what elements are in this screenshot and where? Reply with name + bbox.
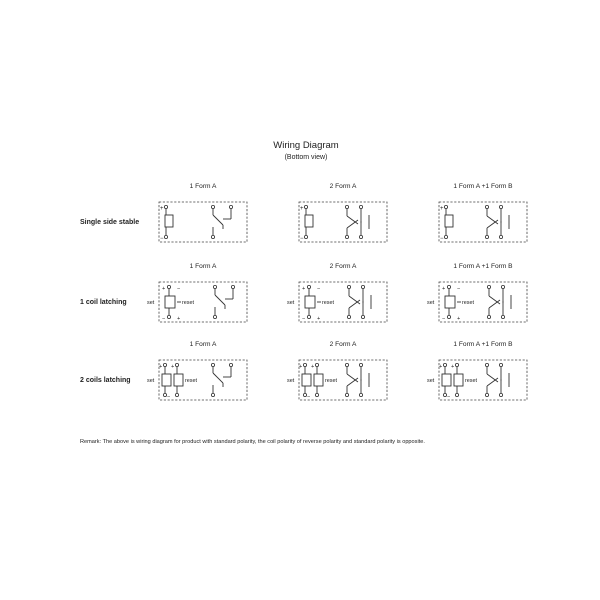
contact-blade [487, 216, 498, 224]
polarity-label: − [442, 316, 446, 322]
polarity-label: − [162, 316, 166, 322]
set-coil [442, 374, 451, 386]
contact-blade [347, 220, 358, 228]
wiring-cell [287, 341, 387, 400]
contact-blade [347, 378, 358, 386]
set-label: set [427, 378, 435, 384]
wiring-cell [427, 341, 527, 400]
terminal-pin [359, 235, 362, 238]
terminal-pin [455, 393, 458, 396]
terminal-pin [231, 285, 234, 288]
terminal-pin [487, 285, 490, 288]
terminal-pin [499, 235, 502, 238]
contact-blade [487, 374, 498, 382]
coil [445, 296, 455, 308]
contact-blade [349, 300, 360, 308]
polarity-label: − [302, 316, 306, 322]
wiring-cell [299, 183, 387, 242]
terminal-pin [167, 285, 170, 288]
terminal-pin [307, 285, 310, 288]
terminal-pin [304, 235, 307, 238]
coil [165, 296, 175, 308]
terminal-pin [345, 235, 348, 238]
set-label: set [287, 378, 295, 384]
contact-blade [349, 296, 360, 304]
polarity-label: + [442, 286, 446, 292]
wiring-cell [427, 263, 527, 322]
contact-blade [487, 378, 498, 386]
polarity-label: − [167, 394, 171, 400]
terminal-pin [347, 315, 350, 318]
coil [445, 215, 453, 227]
terminal-pin [359, 363, 362, 366]
diagram-row-0 [80, 183, 527, 242]
terminal-pin [447, 285, 450, 288]
wiring-cell [287, 263, 387, 322]
column-header: 1 Form A +1 Form B [453, 341, 513, 348]
polarity-label: + [302, 286, 306, 292]
reset-coil [314, 374, 323, 386]
terminal-pin [499, 393, 502, 396]
polarity-label: + [451, 364, 455, 370]
polarity-plus: + [300, 206, 304, 212]
polarity-label: + [299, 364, 303, 370]
diagram-grid [80, 183, 527, 400]
terminal-pin [315, 363, 318, 366]
terminal-pin [455, 363, 458, 366]
terminal-pin [485, 393, 488, 396]
column-header: 1 Form A [189, 263, 217, 270]
reset-label: reset [182, 300, 194, 306]
polarity-minus: − [160, 236, 164, 242]
terminal-pin [167, 315, 170, 318]
coil [305, 296, 315, 308]
terminal-pin [211, 235, 214, 238]
contact-blade [347, 216, 358, 224]
terminal-pin [443, 363, 446, 366]
wiring-cell [439, 183, 527, 242]
polarity-label: + [311, 364, 315, 370]
terminal-pin [485, 363, 488, 366]
reset-label: reset [325, 378, 337, 384]
terminal-pin [307, 315, 310, 318]
reset-label: reset [462, 300, 474, 306]
reset-label: reset [465, 378, 477, 384]
terminal-pin [444, 205, 447, 208]
polarity-label: − [317, 286, 321, 292]
terminal-pin [444, 235, 447, 238]
terminal-pin [164, 235, 167, 238]
polarity-label: + [317, 316, 321, 322]
terminal-pin [211, 363, 214, 366]
polarity-label: − [447, 394, 451, 400]
terminal-pin [485, 235, 488, 238]
terminal-pin [345, 393, 348, 396]
terminal-pin [213, 285, 216, 288]
contact-blade [489, 300, 500, 308]
wiring-cell [159, 183, 247, 242]
terminal-pin [501, 315, 504, 318]
set-coil [162, 374, 171, 386]
terminal-pin [447, 315, 450, 318]
terminal-pin [345, 205, 348, 208]
diagram-row-2 [80, 341, 527, 400]
wiring-cell [147, 263, 247, 322]
terminal-pin [211, 205, 214, 208]
row-label: 1 coil latching [80, 299, 127, 306]
polarity-plus: + [440, 206, 444, 212]
terminal-pin [361, 315, 364, 318]
polarity-label: − [307, 394, 311, 400]
reset-coil [454, 374, 463, 386]
polarity-minus: − [300, 236, 304, 242]
terminal-pin [361, 285, 364, 288]
column-header: 2 Form A [329, 183, 357, 190]
polarity-label: + [457, 316, 461, 322]
reset-label: reset [322, 300, 334, 306]
column-header: 1 Form A [189, 341, 217, 348]
coil [305, 215, 313, 227]
terminal-pin [213, 315, 216, 318]
polarity-label: + [159, 364, 163, 370]
terminal-pin [359, 205, 362, 208]
terminal-pin [164, 205, 167, 208]
polarity-label: + [177, 316, 181, 322]
row-label: Single side stable [80, 219, 140, 226]
set-label: set [147, 300, 155, 306]
column-header: 1 Form A +1 Form B [453, 263, 513, 270]
reset-label: reset [185, 378, 197, 384]
diagram-subtitle: (Bottom view) [284, 154, 328, 161]
terminal-pin [359, 393, 362, 396]
set-label: set [427, 300, 435, 306]
terminal-pin [485, 205, 488, 208]
polarity-label: + [439, 364, 443, 370]
terminal-pin [229, 205, 232, 208]
terminal-pin [345, 363, 348, 366]
contact-blade [213, 373, 223, 383]
remark-text: Remark: The above is wiring diagram for product with standard polarity, the coil polarity of reverse polarity and standard polarity is opposite. [80, 439, 425, 445]
coil [165, 215, 173, 227]
column-header: 1 Form A +1 Form B [453, 183, 513, 190]
terminal-pin [163, 363, 166, 366]
polarity-label: + [171, 364, 175, 370]
set-coil [302, 374, 311, 386]
terminal-pin [175, 363, 178, 366]
polarity-label: + [162, 286, 166, 292]
polarity-minus: − [440, 236, 444, 242]
polarity-label: − [177, 286, 181, 292]
terminal-pin [315, 393, 318, 396]
column-header: 2 Form A [329, 341, 357, 348]
polarity-plus: + [160, 206, 164, 212]
set-label: set [147, 378, 155, 384]
terminal-pin [211, 393, 214, 396]
row-label: 2 coils latching [80, 377, 131, 384]
terminal-pin [303, 363, 306, 366]
diagram-title: Wiring Diagram [273, 140, 339, 151]
column-header: 2 Form A [329, 263, 357, 270]
terminal-pin [347, 285, 350, 288]
terminal-pin [499, 205, 502, 208]
polarity-label: − [457, 286, 461, 292]
contact-blade [489, 296, 500, 304]
contact-blade [487, 220, 498, 228]
terminal-pin [229, 363, 232, 366]
contact-blade [215, 295, 225, 305]
column-header: 1 Form A [189, 183, 217, 190]
terminal-pin [499, 363, 502, 366]
reset-coil [174, 374, 183, 386]
contact-blade [213, 215, 223, 225]
terminal-pin [501, 285, 504, 288]
set-label: set [287, 300, 295, 306]
terminal-pin [175, 393, 178, 396]
terminal-pin [487, 315, 490, 318]
contact-blade [347, 374, 358, 382]
wiring-cell [147, 341, 247, 400]
terminal-pin [304, 205, 307, 208]
diagram-row-1 [80, 263, 527, 322]
